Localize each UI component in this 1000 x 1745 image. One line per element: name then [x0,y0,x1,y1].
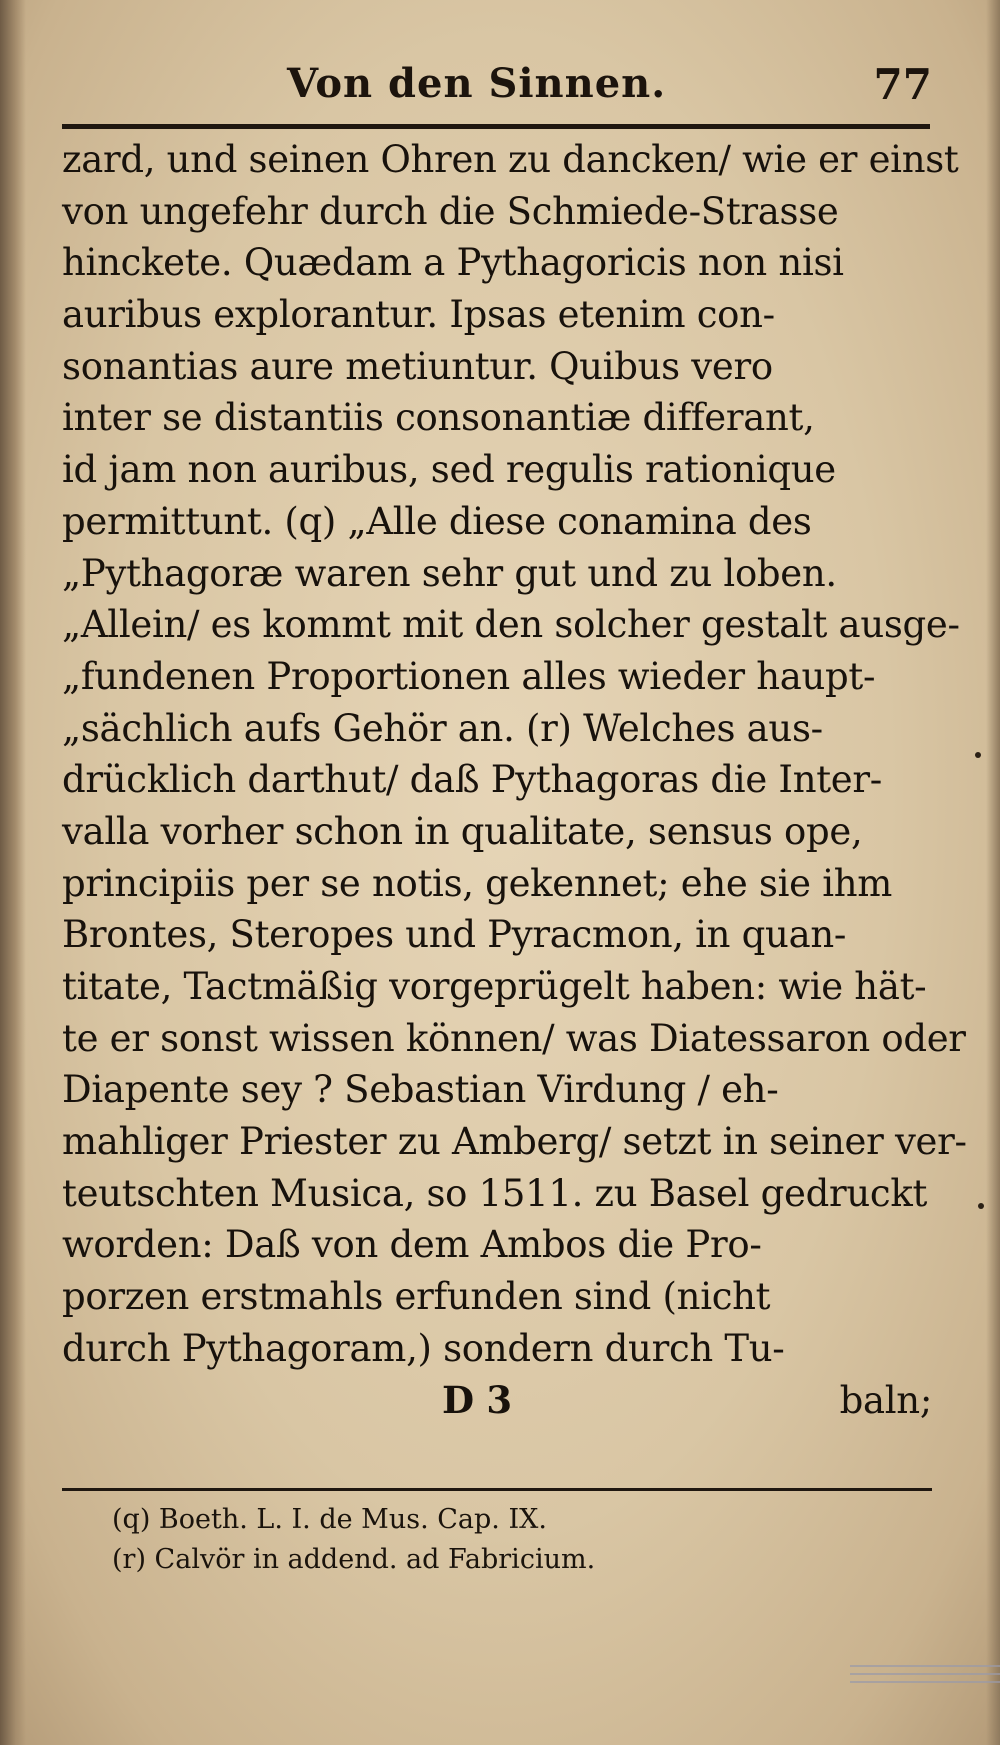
text-line: titate, Tactmäßig vorgeprügelt haben: wie hät- [62,965,927,1008]
gutter-shadow [0,0,26,1745]
footnotes [112,1500,912,1580]
text-line: teutschten Musica, so 1511. zu Basel gedruckt [62,1171,928,1215]
text-line: drücklich darthut/ daß Pythagoras die Inter- [62,758,882,802]
text-line: mahliger Priester zu Amberg/ setzt in seiner ver- [62,1120,967,1164]
footnote-r: (r) Calvör in addend. ad Fabricium. [112,1544,596,1575]
text-line: valla vorher schon in qualitate, sensus ope, [62,809,863,853]
text-line: von ungefehr durch die Schmiede-Strasse [62,189,839,233]
scan-artifact-lines [850,1665,1000,1695]
text-line: Diapente sey ? Sebastian Virdung / eh- [62,1068,779,1112]
text-line: id jam non auribus, sed regulis rationique [62,448,836,492]
text-line: „fundenen Proportionen alles wieder haupt- [62,654,876,698]
text-line: inter se distantiis consonantiæ differant, [62,396,815,440]
page-header [62,60,932,122]
running-head: Von den Sinnen. [287,60,667,107]
ink-speck [978,1203,984,1209]
text-line: Brontes, Steropes und Pyracmon, in quan- [62,913,847,957]
header-rule [62,124,930,129]
text-line: durch Pythagoram,) sondern durch Tu- [62,1326,785,1370]
catchword: baln; [839,1378,932,1422]
text-line: „Allein/ es kommt mit den solcher gestalt ausge- [62,603,960,647]
text-line: „Pythagoræ waren sehr gut und zu loben. [62,551,837,595]
footnote-rule [62,1488,932,1491]
text-line: principiis per se notis, gekennet; ehe sie ihm [62,861,893,905]
footnote-q: (q) Boeth. L. I. de Mus. Cap. IX. [112,1504,547,1535]
text-line: worden: Daß von dem Ambos die Pro- [62,1223,762,1267]
signature-mark: D 3 [442,1377,512,1422]
text-line: permittunt. (q) „Alle diese conamina des [62,499,812,543]
text-line: zard, und seinen Ohren zu dancken/ wie er einst [62,138,959,181]
signature-line [62,1375,942,1427]
body-text [62,134,967,1426]
page-edge [986,0,1000,1745]
text-line: porzen erstmahls erfunden sind (nicht [62,1275,771,1319]
ink-speck [975,752,981,758]
text-line: te er sonst wissen können/ was Diatessaron oder [62,1016,966,1060]
text-line: auribus explorantur. Ipsas etenim con- [62,293,775,337]
text-line: hinckete. Quædam a Pythagoricis non nisi [62,241,844,285]
text-line: „sächlich aufs Gehör an. (r) Welches aus- [62,706,823,750]
page-number: 77 [873,60,932,109]
text-line: sonantias aure metiuntur. Quibus vero [62,344,773,388]
